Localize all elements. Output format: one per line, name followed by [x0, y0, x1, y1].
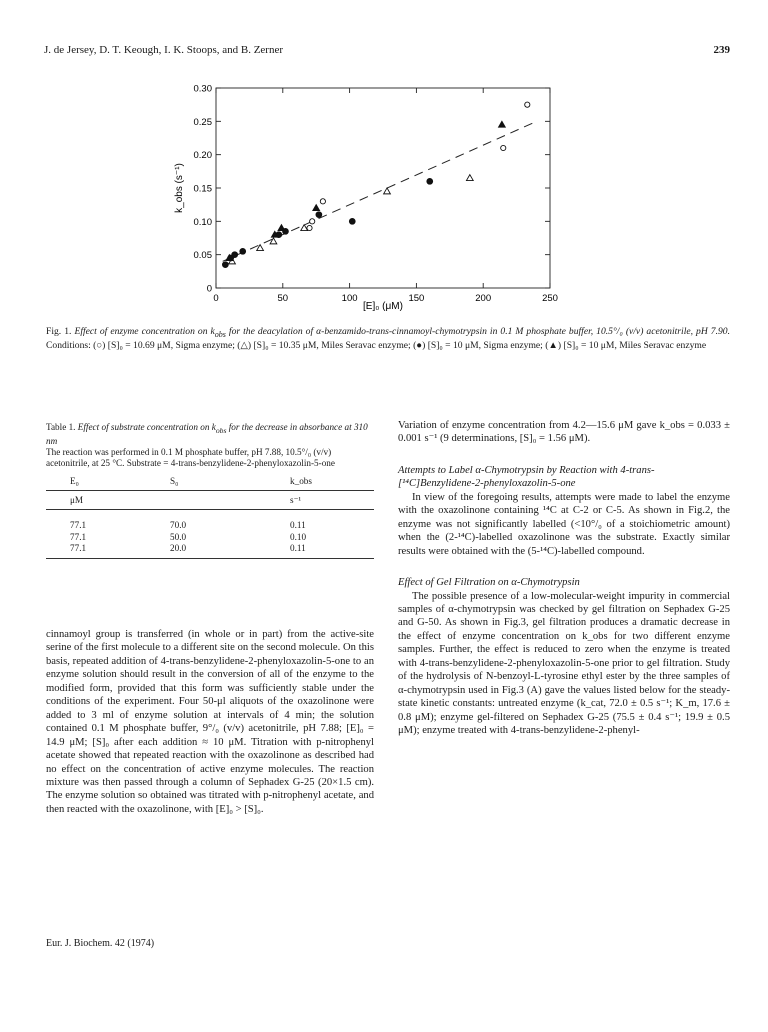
fit-line-group	[223, 121, 537, 261]
table-title-rest: for the decrease in absorbance at 310 nm	[46, 422, 368, 446]
data-point-open-circle	[307, 225, 312, 230]
table-cell: 77.1	[70, 531, 87, 542]
journal-footer: Eur. J. Biochem. 42 (1974)	[46, 938, 155, 949]
data-point-open-circle	[501, 145, 506, 150]
table-unit-cell	[170, 491, 290, 510]
data-point-filled-triangle	[499, 121, 506, 127]
table-header-row	[46, 473, 374, 491]
table-cell: 50.0	[170, 531, 187, 542]
table-cell: 0.11	[290, 520, 306, 531]
table-row	[46, 543, 374, 559]
figure-conditions: Conditions: (○) [S]₀ = 10.69 μM, Sigma enzyme; (△) [S]₀ = 10.35 μM, Miles Seravac enzyme; (●) [S]₀ = 10 μM, Sigma enzyme; (▲) [S]₀ = 10 μM, Miles Seravac enzyme	[46, 340, 707, 352]
data-point-open-circle	[525, 102, 530, 107]
x-tick-label: 200	[475, 293, 492, 304]
table-units-row	[46, 491, 374, 510]
table-unit-cell: μM	[46, 491, 170, 510]
table-title-sub: obs	[215, 425, 227, 435]
table-cell: 77.1	[46, 543, 170, 559]
data-point-filled-circle	[232, 252, 238, 258]
data-point-open-circle	[320, 199, 325, 204]
x-tick-label: 100	[341, 293, 358, 304]
plot-frame	[216, 88, 550, 288]
table-cell: 70.0	[170, 520, 187, 531]
y-tick-label: 0.20	[193, 150, 212, 162]
right-column	[398, 419, 730, 738]
data-table	[46, 473, 374, 560]
page-number: 239	[713, 44, 730, 56]
table-caption	[46, 422, 374, 447]
data-point-filled-triangle	[313, 205, 320, 211]
data-point-filled-circle	[316, 212, 322, 218]
y-tick-label: 0.15	[193, 183, 212, 195]
y-tick-label: 0	[206, 283, 212, 295]
y-tick-label: 0.25	[193, 116, 212, 128]
table-1	[46, 422, 374, 559]
data-point-open-triangle	[466, 175, 473, 181]
x-tick-label: 50	[277, 293, 289, 304]
figure-caption	[46, 326, 730, 352]
table-cell: 0.11	[290, 543, 374, 559]
axis-ticks	[194, 84, 558, 305]
table-header-cell: S₀	[170, 476, 179, 487]
figure-title-sub: obs	[214, 329, 226, 339]
body-paragraph: Variation of enzyme concentration from 4.2—15.6 μM gave k_obs = 0.033 ± 0.001 s⁻¹ (9 determinations, [S]₀ = 1.56 μM).	[398, 420, 730, 445]
y-tick-label: 0.30	[193, 83, 212, 95]
y-tick-label: 0.10	[193, 216, 212, 228]
figure-label: Fig. 1.	[46, 326, 72, 337]
left-column-body	[46, 628, 374, 816]
table-cell: 77.1	[70, 520, 87, 531]
table-unit-cell: s⁻¹	[290, 491, 374, 510]
x-axis-label: [E]₀ (μM)	[363, 301, 403, 312]
data-point-open-triangle	[270, 238, 277, 244]
x-tick-label: 250	[542, 293, 558, 304]
data-point-open-triangle	[384, 188, 391, 194]
data-point-filled-circle	[427, 178, 433, 184]
section-heading: Effect of Gel Filtration on α-Chymotrypsin	[398, 577, 580, 589]
body-paragraph: cinnamoyl group is transferred (in whole or in part) from the active-site serine of the first molecule to a different site on the second molecule. On this basis, repeated addition of 4-trans-benzylidene-2-phenyloxazolin-5-one to an enzyme solution should result in the conversion of all of the enzyme to the modified form, provided that this form was sufficiently stable under the conditions of the experiment. Four 50-μl aliquots of the oxazolinone were added to 3 ml of enzyme solution at intervals of 4 min; the solution contained 0.1 M phosphate buffer, 9°/₀ (v/v) acetonitrile, pH 7.88; [E]₀ = 14.9 μM; [S]₀ after each addition ≈ 10 μM. Titration with p-nitrophenyl acetate showed that repeated reaction with the oxazolinone as described had no effect on the concentration of active enzyme molecules. The reaction mixture was then passed through a column of Sephadex G-25 (20×1.5 cm). The enzyme solution so obtained was titrated with p-nitrophenyl acetate, and then reacted with the oxazolinone, with [E]₀ > [S]₀.	[46, 629, 374, 815]
table-title: Effect of substrate concentration on k	[77, 422, 216, 432]
y-tick-label: 0.05	[193, 250, 212, 262]
table-cell: 20.0	[170, 543, 290, 559]
table-header-cell: E₀	[70, 476, 79, 487]
data-point-filled-triangle	[278, 225, 285, 231]
body-paragraph: In view of the foregoing results, attempts were made to label the enzyme with the oxazolinone containing ¹⁴C at C-2 or C-5. As shown in Fig.2, the enzyme was not significantly labelled (<10°/₀ of a stoichiometric amount) when the (2-¹⁴C)-labelled oxazolinone was the substrate. Exactly similar results were obtained with the (5-¹⁴C)-labelled compound.	[398, 491, 730, 557]
table-row	[46, 509, 374, 531]
x-tick-label: 0	[213, 293, 219, 304]
table-cell: 0.10	[290, 531, 307, 542]
fit-line	[223, 121, 537, 261]
section-heading: Attempts to Label α-Chymotrypsin by Reaction with 4-trans-[¹⁴C]Benzylidene-2-phenyloxazolin-5-one	[398, 464, 655, 490]
data-points-group	[222, 102, 529, 268]
data-point-filled-circle	[222, 262, 228, 268]
x-tick-label: 150	[408, 293, 425, 304]
table-note: The reaction was performed in 0.1 M phosphate buffer, pH 7.88, 10.5°/₀ (v/v) acetonitrile, at 25 °C. Substrate = 4-trans-benzylidene-2-phenyloxazolin-5-one	[46, 446, 335, 468]
figure-title-rest: for the deacylation of α-benzamido-trans-cinnamoyl-chymotrypsin in 0.1 M phosphate buffer, 10.5°/₀ (v/v) acetonitrile, pH 7.90.	[228, 326, 730, 337]
data-point-filled-circle	[349, 218, 355, 224]
body-paragraph: The possible presence of a low-molecular-weight impurity in commercial samples of α-chymotrypsin was checked by gel filtration on Sephadex G-25 and G-50. As shown in Fig.3, gel filtration produces a dramatic decrease in the effect of enzyme concentration on k_obs for two different enzyme samples. Further, the effect is reduced to zero when the enzyme is treated with 4-trans-benzylidene-2-phenyloxazolin-5-one prior to gel filtration. Study of the hydrolysis of N-benzoyl-L-tyrosine ethyl ester by the three samples of α-chymotrypsin used in Fig.3 (A) gave the values listed below for the steady-state kinetic constants: untreated enzyme (k_cat, 72.0 ± 0.5 s⁻¹; K_m, 17.6 ± 0.8 μM); enzyme gel-filtered on Sephadex G-25 (75.5 ± 0.4 s⁻¹; 19.9 ± 0.5 μM); enzyme treated with 4-trans-benzylidene-2-phenyl-	[398, 590, 730, 737]
running-header-authors: J. de Jersey, D. T. Keough, I. K. Stoops, and B. Zerner	[44, 44, 284, 56]
figure-1-chart	[160, 76, 580, 316]
table-label: Table 1.	[46, 422, 76, 432]
figure-title: Effect of enzyme concentration on k	[74, 326, 215, 337]
y-axis-label: k_obs (s⁻¹)	[174, 163, 185, 213]
data-point-filled-circle	[240, 248, 246, 254]
table-row	[46, 531, 374, 543]
data-point-open-circle	[310, 219, 315, 224]
table-header-cell: k_obs	[290, 476, 312, 487]
